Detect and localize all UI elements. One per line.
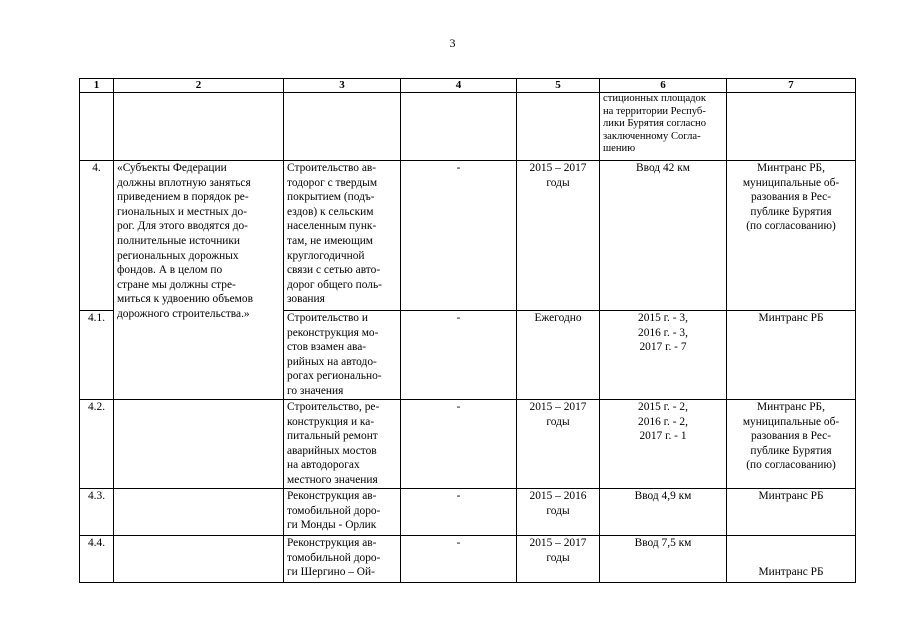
measures-table (79, 78, 856, 583)
table-row (80, 489, 856, 536)
table-row (80, 161, 856, 311)
measure-cell: Строительство и реконструкция мо- стов взамен ава- рийных на автодо- рогах регионально- го значения (284, 311, 401, 400)
period-cell: 2015 – 2017 годы (517, 400, 600, 489)
row-number: 4.2. (80, 400, 114, 489)
table-cell (727, 93, 856, 161)
table-row (80, 400, 856, 489)
responsible-cell: Минтранс РБ (727, 536, 856, 583)
measure-cell: Реконструкция ав- томобильной доро- ги Монды - Орлик (284, 489, 401, 536)
table-cell (284, 93, 401, 161)
header-cell: 6 (600, 79, 727, 93)
table-cell (114, 93, 284, 161)
result-cell: 2015 г. - 3, 2016 г. - 3, 2017 г. - 7 (600, 311, 727, 400)
responsible-cell: Минтранс РБ, муниципальные об- разования в Рес- публике Бурятия (по согласованию) (727, 161, 856, 311)
row-number: 4.4. (80, 536, 114, 583)
result-cell: Ввод 7,5 км (600, 536, 727, 583)
page-number: 3 (449, 36, 456, 50)
result-cell: 2015 г. - 2, 2016 г. - 2, 2017 г. - 1 (600, 400, 727, 489)
header-cell: 5 (517, 79, 600, 93)
period-cell: 2015 – 2016 годы (517, 489, 600, 536)
table-cell (517, 93, 600, 161)
table-cell (114, 400, 284, 489)
table-cell (80, 93, 114, 161)
responsible-cell: Минтранс РБ (727, 489, 856, 536)
result-cell: Ввод 4,9 км (600, 489, 727, 536)
period-cell: Ежегодно (517, 311, 600, 400)
header-row (80, 79, 856, 93)
header-cell: 7 (727, 79, 856, 93)
row-number: 4.1. (80, 311, 114, 400)
responsible-cell: Минтранс РБ, муниципальные об- разования в Рес- публике Бурятия (по согласованию) (727, 400, 856, 489)
row-number: 4. (80, 161, 114, 311)
header-cell: 4 (401, 79, 517, 93)
period-cell: 2015 – 2017 годы (517, 161, 600, 311)
header-cell: 1 (80, 79, 114, 93)
measure-cell: Реконструкция ав- томобильной доро- ги Шергино – Ой- (284, 536, 401, 583)
responsible-cell: Минтранс РБ (727, 311, 856, 400)
header-cell: 2 (114, 79, 284, 93)
continuation-row (80, 93, 856, 161)
period-cell: 2015 – 2017 годы (517, 536, 600, 583)
col4-cell: - (401, 536, 517, 583)
col4-cell: - (401, 311, 517, 400)
measure-cell: Строительство ав- тодорог с твердым покрытием (подъ- ездов) к сельским населенным пунк- там, не имеющим круглогодичной связи с сетью авто- дорог общего поль- зования (284, 161, 401, 311)
table-cell (114, 536, 284, 583)
col4-cell: - (401, 400, 517, 489)
col4-cell: - (401, 161, 517, 311)
measure-cell: Строительство, ре- конструкция и ка- питальный ремонт аварийных мостов на автодорогах местного значения (284, 400, 401, 489)
table-row (80, 536, 856, 583)
table-cell (114, 489, 284, 536)
col4-cell: - (401, 489, 517, 536)
row-number: 4.3. (80, 489, 114, 536)
quote-cell: «Субъекты Федерации должны вплотную заняться приведением в порядок ре- гиональных и местных до- рог. Для этого вводятся до- полнительные источники региональных дорожных фондов. А в целом по стране мы должны стре- миться к удвоению объемов дорожного строительства.» (114, 161, 284, 400)
table-cell (401, 93, 517, 161)
result-cell: Ввод 42 км (600, 161, 727, 311)
header-cell: 3 (284, 79, 401, 93)
continuation-cell: стиционных площадок на территории Респуб- лики Бурятия согласно заключенному Согла- шению (600, 93, 727, 161)
